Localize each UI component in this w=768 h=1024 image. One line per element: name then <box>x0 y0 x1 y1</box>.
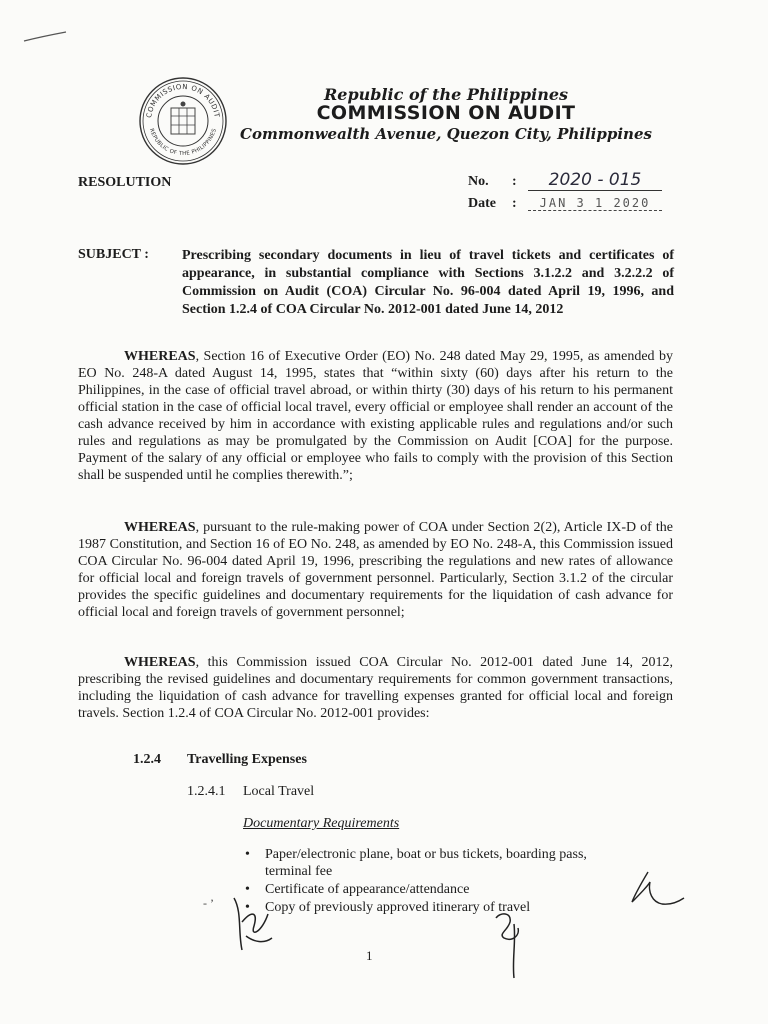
margin-mark: - ’ <box>203 896 214 910</box>
subject-label: SUBJECT : <box>78 247 149 262</box>
resolution-number-label: No. <box>468 174 489 189</box>
whereas-lead: WHEREAS <box>124 520 196 535</box>
initial-signature-2-icon <box>490 908 530 980</box>
resolution-date-row <box>468 196 662 212</box>
document-type: RESOLUTION <box>78 175 172 190</box>
bullet-dot-icon: • <box>245 900 250 915</box>
paragraph-body: , pursuant to the rule-making power of COA under Section 2(2), Article IX-D of the 1987 Constitution, and Section 16 of EO No. 248, as amended by EO No. 248-A, this Commission issued COA Circular No. 96-004 dated April 19, 1996, prescribing the regulations and new rates of allowance for official local and foreign travels of government personnel. Particularly, Section 3.1.2 of the circular provides the specific guidelines and documentary requirements for the liquidation of cash advance for official local and foreign travels of government personnel; <box>78 520 673 620</box>
svg-text:REPUBLIC OF THE PHILIPPINES: REPUBLIC OF THE PHILIPPINES <box>147 127 218 158</box>
list-item-text: Certificate of appearance/attendance <box>265 882 470 897</box>
list-item-text: Copy of previously approved itinerary of travel <box>265 900 531 915</box>
subsection-number: 1.2.4.1 <box>187 784 226 799</box>
list-item-text: Paper/electronic plane, boat or bus tickets, boarding pass, terminal fee <box>265 847 587 879</box>
list-item <box>243 899 623 916</box>
whereas-lead: WHEREAS <box>124 349 196 364</box>
requirements-list <box>243 846 623 917</box>
whereas-paragraph-2 <box>78 519 673 621</box>
paragraph-body: , this Commission issued COA Circular No. 2012-001 dated June 14, 2012, prescribing the revised guidelines and documentary requirements for common government transactions, including the liquidation of cash advance for travelling expenses granted for official local and foreign travels. Section 1.2.4 of COA Circular No. 2012-001 provides: <box>78 655 673 721</box>
whereas-lead: WHEREAS <box>124 655 196 670</box>
section-number: 1.2.4 <box>133 752 161 767</box>
coa-seal-icon <box>138 76 228 166</box>
documentary-requirements-heading: Documentary Requirements <box>243 816 400 831</box>
list-item <box>243 846 623 880</box>
resolution-number-row <box>468 170 662 191</box>
resolution-date-stamp: JAN 3 1 2020 <box>528 196 662 211</box>
paragraph-body: , Section 16 of Executive Order (EO) No. 248 dated May 29, 1995, as amended by EO No. 248-A dated August 14, 1995, states that “within sixty (60) days after his return to the Philippines, in the case of official travel abroad, or within thirty (30) days of his return to his permanent official station in the case of official local travel, every official or employee shall render an account of the cash advance received by him in accordance with existing applicable rules and regulations and/or such rules and regulations as may be promulgated by the Commission on Audit [COA] for the purpose. Payment of the salary of any official or employee who fails to comply with the provision of this Section shall be suspended until he complies therewith.”; <box>78 349 673 483</box>
header-republic: Republic of the Philippines <box>323 85 569 104</box>
page-number: 1 <box>366 948 373 963</box>
resolution-number-value: 2020 - 015 <box>528 170 662 191</box>
section-title: Travelling Expenses <box>187 752 307 767</box>
list-item <box>243 881 623 898</box>
bullet-dot-icon: • <box>245 882 250 897</box>
subject-text: Prescribing secondary documents in lieu of travel tickets and certificates of appearance, in substantial compliance with Sections 3.1.2.2 and 3.2.2.2 of Commission on Audit (COA) Circular No. 96-004 dated April 19, 1996, and Section 1.2.4 of COA Circular No. 2012-001 dated June 14, 2012 <box>182 248 674 317</box>
resolution-date-label: Date <box>468 196 496 211</box>
colon: : <box>512 174 517 189</box>
stray-pen-mark-icon <box>22 30 68 44</box>
svg-text:COMMISSION ON AUDIT: COMMISSION ON AUDIT <box>145 82 221 119</box>
colon: : <box>512 196 517 211</box>
whereas-paragraph-3 <box>78 654 673 722</box>
header-agency: COMMISSION ON AUDIT <box>316 102 576 124</box>
subsection-title: Local Travel <box>243 784 315 799</box>
bullet-dot-icon: • <box>245 847 250 862</box>
initial-signature-1-icon <box>228 892 276 956</box>
header-address: Commonwealth Avenue, Quezon City, Philippines <box>240 125 652 143</box>
initial-signature-3-icon <box>628 868 686 908</box>
whereas-paragraph-1 <box>78 348 673 484</box>
